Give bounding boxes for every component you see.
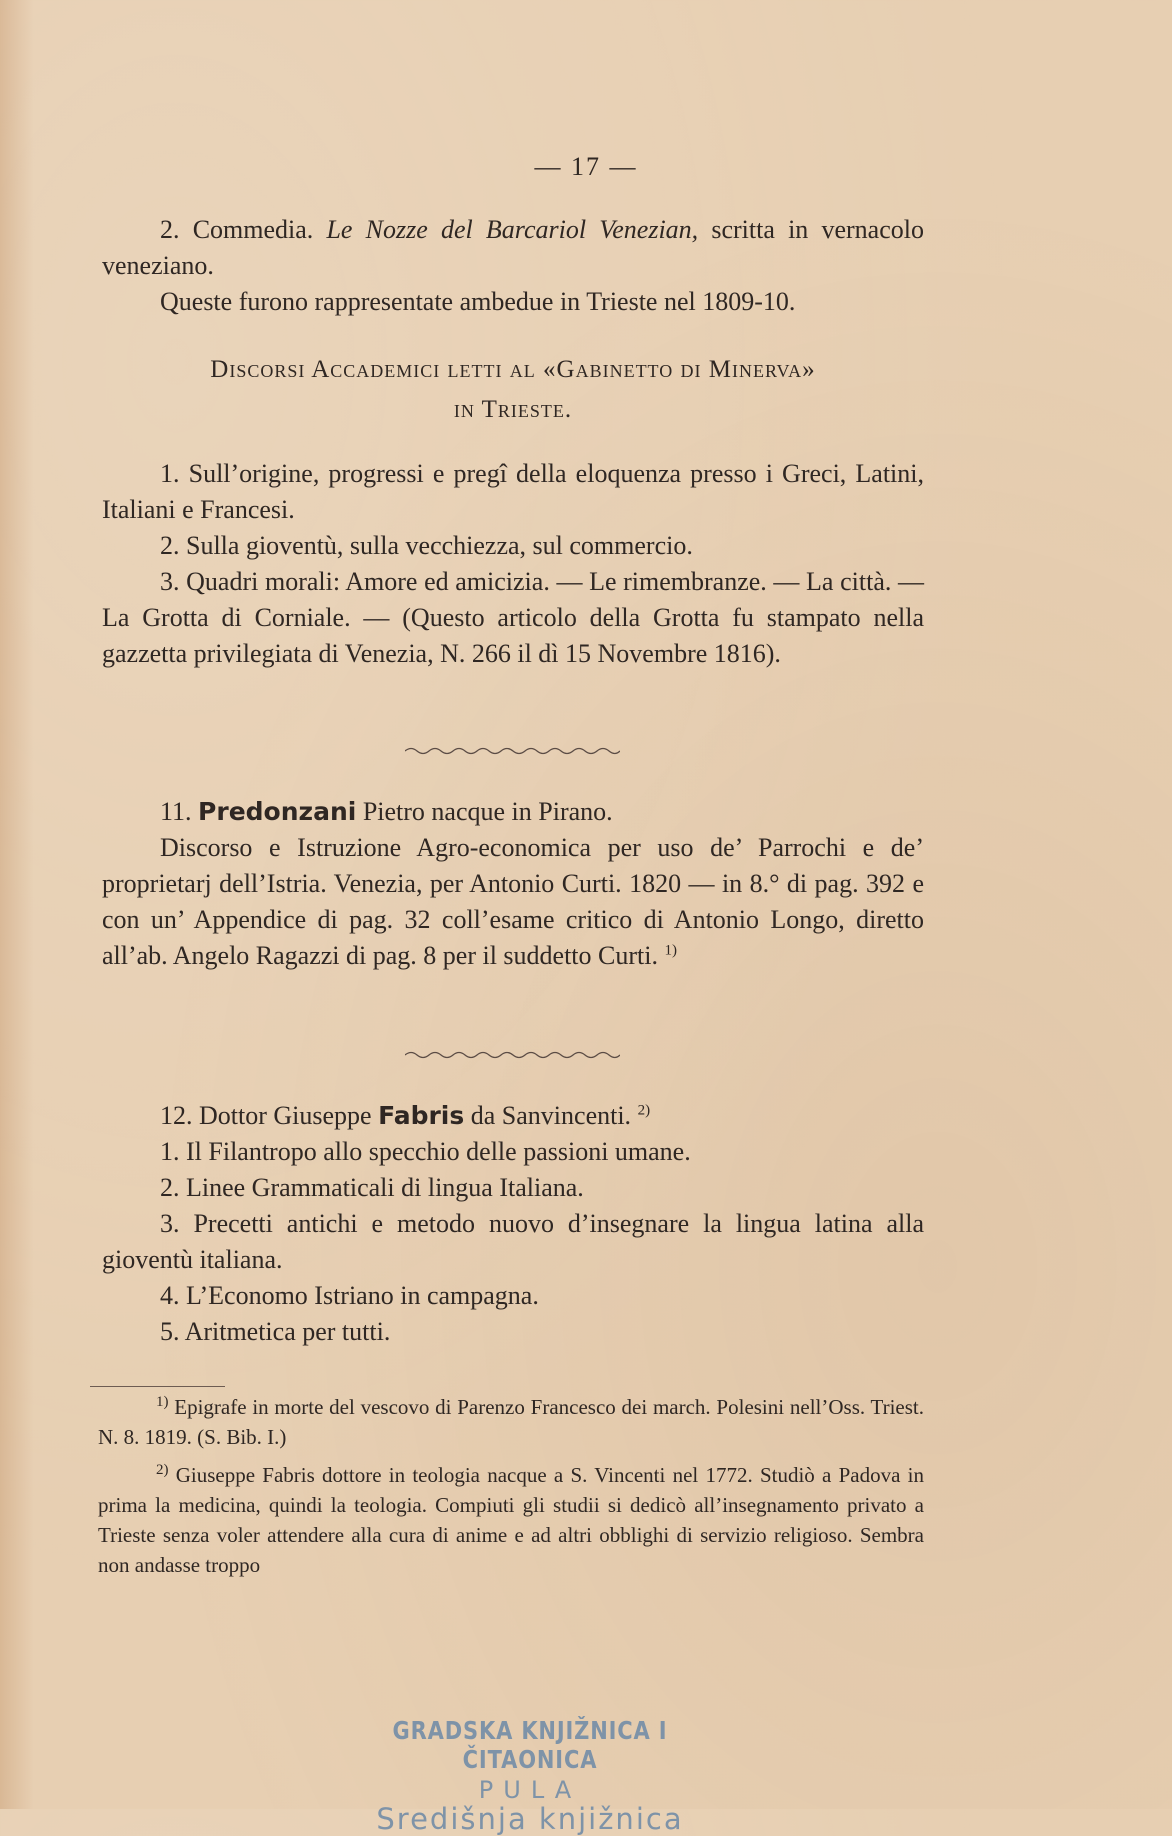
entry-11 [102,794,924,974]
library-stamp: GRADSKA KNJIŽNICA I ČITAONICA PULA Središnja knjižnica [376,1716,684,1836]
footnote-2: $^{2)}$ Giuseppe Fabris dottore in teologia nacque a S. Vincenti nel 1772. Studiò a Padova in prima la medicina, quindi la teologia. Compiuti gli studii si dedicò all’insegnamento privato a Trieste senza voler attendere alla cura di anime e ad altri obblighi di servizio religioso. Sembra non andasse troppo [98,1462,924,1577]
section-heading-line2: in Trieste. [453,396,573,423]
comedy-title: Le Nozze del Barcariol Venezian, [326,215,699,244]
works-continued [102,212,924,320]
list-item: 1. Il Filantropo allo specchio delle passioni umane. [160,1137,691,1166]
page-edge-shading [0,0,34,1809]
footnote-rule [90,1386,225,1387]
wavy-separator [405,1050,620,1060]
list-item: 3. Precetti antichi e metodo nuovo d’insegnare la lingua latina alla gioventù italiana. [102,1209,924,1274]
discorsi-section [102,350,924,430]
section-heading: Discorsi Accademici letti al «Gabinetto di Minerva» [210,356,816,383]
footnote-ref: 2) [637,1102,651,1119]
list-item: 1. Sull’origine, progressi e pregî della eloquenza presso i Greci, Latini, Italiani e Francesi. [102,459,924,524]
page-number: — 17 — [534,152,638,181]
footnote-1: $^{1)}$ Epigrafe in morte del vescovo di Parenzo Francesco dei march. Polesini nell’Oss. Triest. N. 8. 1819. (S. Bib. I.) [98,1394,924,1449]
author-surname: Predonzani [198,797,357,826]
list-item: 3. Quadri morali: Amore ed amicizia. — Le rimembranze. — La città. — La Grotta di Corniale. — (Questo articolo della Grotta fu stampato nella gazzetta privilegiata di Venezia, N. 266 il dì 15 Novembre 1816). [102,567,924,668]
list-item: 2. Linee Grammaticali di lingua Italiana. [160,1173,584,1202]
comedy-item: 2. Commedia. Le Nozze del Barcariol Venezian, scritta in vernacolo veneziano. [102,215,924,280]
list-item: 2. Sulla gioventù, sulla vecchiezza, sul commercio. [160,531,693,560]
entry-11-work: Discorso e Istruzione Agro-economica per uso de’ Parrochi e de’ proprietarj dell’Istria. Venezia, per Antonio Curti. 1820 — in 8.° di pag. 392 e con un’ Appendice di pag. 32 coll’esame critico di Antonio Longo, diretto all’ab. Angelo Ragazzi di pag. 8 per il suddetto Curti. $^{1)}$ [102,833,924,970]
performance-note: Queste furono rappresentate ambedue in Trieste nel 1809-10. [160,287,796,316]
discorsi-list [102,456,924,672]
footnote-ref: 1) [664,942,677,959]
entry-11-header: 11. Predonzani Pietro nacque in Pirano. [160,797,613,826]
author-surname: Fabris [378,1101,465,1130]
list-item: 4. L’Economo Istriano in campagna. [160,1281,539,1310]
entry-12-header: 12. Dottor Giuseppe Fabris da Sanvincenti. $^{2)}$ [160,1101,651,1130]
footnotes [98,1392,924,1580]
list-item: 5. Aritmetica per tutti. [160,1317,391,1346]
wavy-separator [405,746,620,756]
entry-12 [102,1098,924,1350]
